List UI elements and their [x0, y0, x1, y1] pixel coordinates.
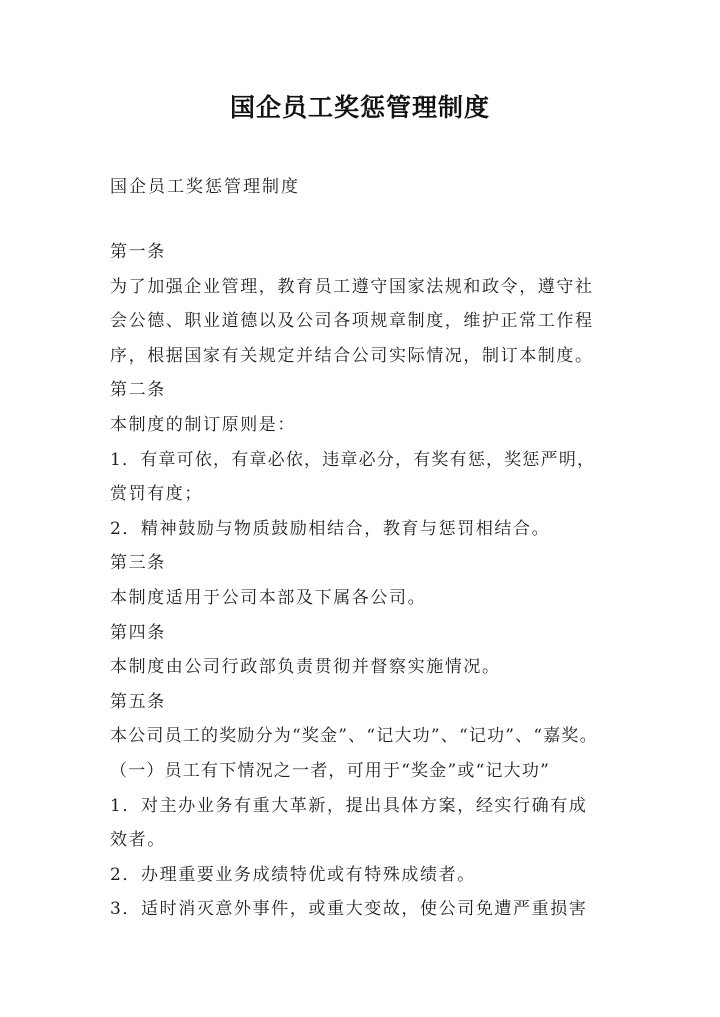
paragraph-line: 本公司员工的奖励分为“奖金”、“记大功”、“记功”、“嘉奖。	[110, 726, 598, 747]
document-subtitle: 国企员工奖惩管理制度	[110, 177, 300, 197]
paragraph-line: 会公德、职业道德以及公司各项规章制度，维护正常工作程	[110, 311, 594, 332]
document-title: 国企员工奖惩管理制度	[229, 93, 490, 122]
paragraph-line: 本制度适用于公司本部及下属各公司。	[110, 587, 427, 608]
list-item: 1．对主办业务有重大革新，提出具体方案，经实行确有成	[110, 795, 588, 816]
article-heading: 第五条	[110, 691, 166, 712]
list-item: 3．适时消灭意外事件，或重大变故，使公司免遭严重损害	[110, 899, 588, 920]
article-heading: 第二条	[110, 380, 166, 401]
paragraph-line: 本制度的制订原则是：	[110, 414, 296, 435]
document-body	[110, 235, 630, 927]
paragraph-line: 序，根据国家有关规定并结合公司实际情况，制订本制度。	[110, 345, 594, 366]
article-heading: 第一条	[110, 242, 166, 262]
paragraph-line: 赏罚有度；	[110, 484, 203, 505]
article-heading: 第三条	[110, 553, 166, 574]
sub-section-heading: （一）员工有下情况之一者，可用于“奖金”或“记大功”	[110, 760, 550, 781]
paragraph-line: 为了加强企业管理，教育员工遵守国家法规和政令，遵守社	[110, 276, 594, 297]
list-item: 2．办理重要业务成绩特优或有特殊成绩者。	[110, 864, 476, 885]
paragraph-line: 效者。	[110, 830, 166, 851]
paragraph-line: 本制度由公司行政部负责贯彻并督察实施情况。	[110, 657, 501, 678]
article-heading: 第四条	[110, 622, 166, 643]
list-item: 2．精神鼓励与物质鼓励相结合，教育与惩罚相结合。	[110, 518, 551, 539]
list-item: 1．有章可依，有章必依，违章必分，有奖有惩，奖惩严明，	[110, 449, 596, 470]
